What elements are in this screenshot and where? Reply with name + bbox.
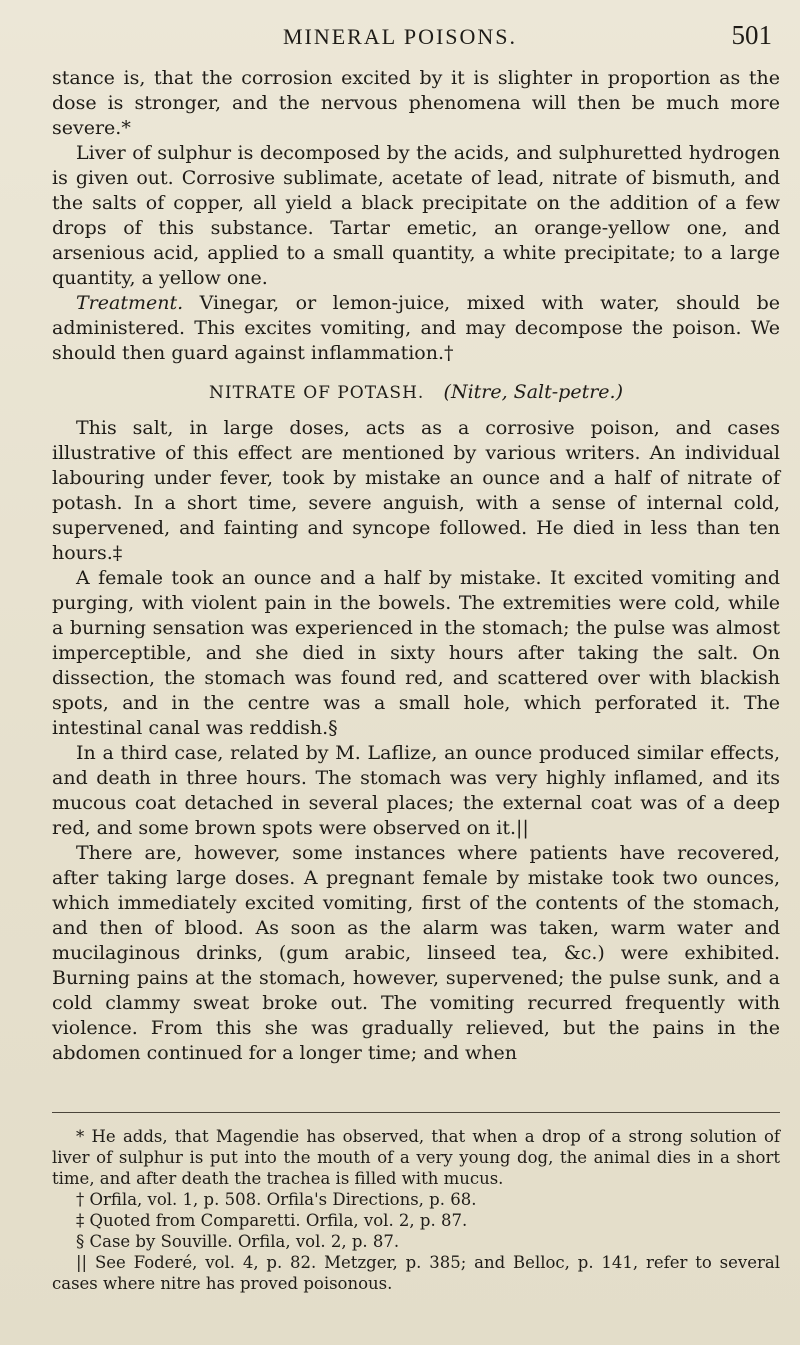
treatment-label: Treatment. [76,292,184,314]
footnotes [52,1126,780,1294]
paragraph: stance is, that the corrosion excited by it is slighter in proportion as the dose is stronger, and the nervous phenomena will then be much more severe.* [52,67,780,139]
section-heading [52,380,780,406]
running-title: MINERAL POISONS. [282,24,518,49]
section-title: NITRATE OF POTASH. [209,383,425,403]
footnote: * He adds, that Magendie has observed, that when a drop of a strong solution of liver of sulphur is put into the mouth of a very young dog, the animal dies in a short time, and after death the trachea is filled with mucus. [52,1127,780,1188]
footnote: † Orfila, vol. 1, p. 508. Orfila's Directions, p. 68. [76,1190,477,1209]
footnote-divider [52,1112,780,1113]
treatment-paragraph [52,291,780,366]
footnote: ‡ Quoted from Comparetti. Orfila, vol. 2, p. 87. [76,1211,468,1230]
section-alt-names: (Nitre, Salt-petre.) [443,381,623,403]
treatment-text: Vinegar, or lemon-juice, mixed with water, should be administered. This excites vomiting, and may decompose the poison. We should then guard against inflammation.† [52,292,780,364]
main-text [52,66,780,1066]
footnote: § Case by Souville. Orfila, vol. 2, p. 87. [76,1232,400,1251]
paragraph: Liver of sulphur is decomposed by the acids, and sulphuretted hydrogen is given out. Corrosive sublimate, acetate of lead, nitrate of bismuth, and the salts of copper, all yield a black precipitate on the addition of a few drops of this substance. Tartar emetic, an orange-yellow one, and arsenious acid, applied to a small quantity, a white precipitate; to a large quantity, a yellow one. [52,142,780,289]
page-number: 501 [731,20,772,50]
page-header [0,20,800,60]
paragraph: This salt, in large doses, acts as a corrosive poison, and cases illustrative of this effect are mentioned by various writers. An individual labouring under fever, took by mistake an ounce and a half of nitrate of potash. In a short time, severe anguish, with a sense of internal cold, supervened, and fainting and syncope followed. He died in less than ten hours.‡ [52,417,780,564]
footnote: || See Foderé, vol. 4, p. 82. Metzger, p. 385; and Belloc, p. 141, refer to several cases where nitre has proved poisonous. [52,1253,780,1293]
paragraph: A female took an ounce and a half by mistake. It excited vomiting and purging, with violent pain in the bowels. The extremities were cold, while a burning sensation was experienced in the stomach; the pulse was almost imperceptible, and she died in sixty hours after taking the salt. On dissection, the stomach was found red, and scattered over with blackish spots, and in the centre was a small hole, which perforated it. The intestinal canal was reddish.§ [52,567,780,739]
paragraph: In a third case, related by M. Laflize, an ounce produced similar effects, and death in three hours. The stomach was very highly inflamed, and its mucous coat detached in several places; the external coat was of a deep red, and some brown spots were observed on it.|| [52,742,780,839]
paragraph: There are, however, some instances where patients have recovered, after taking large doses. A pregnant female by mistake took two ounces, which immediately excited vomiting, first of the contents of the stomach, and then of blood. As soon as the alarm was taken, warm water and mucilaginous drinks, (gum arabic, linseed tea, &c.) were exhibited. Burning pains at the stomach, however, supervened; the pulse sunk, and a cold clammy sweat broke out. The vomiting recurred frequently with violence. From this she was gradually relieved, but the pains in the abdomen continued for a longer time; and when [52,842,780,1064]
